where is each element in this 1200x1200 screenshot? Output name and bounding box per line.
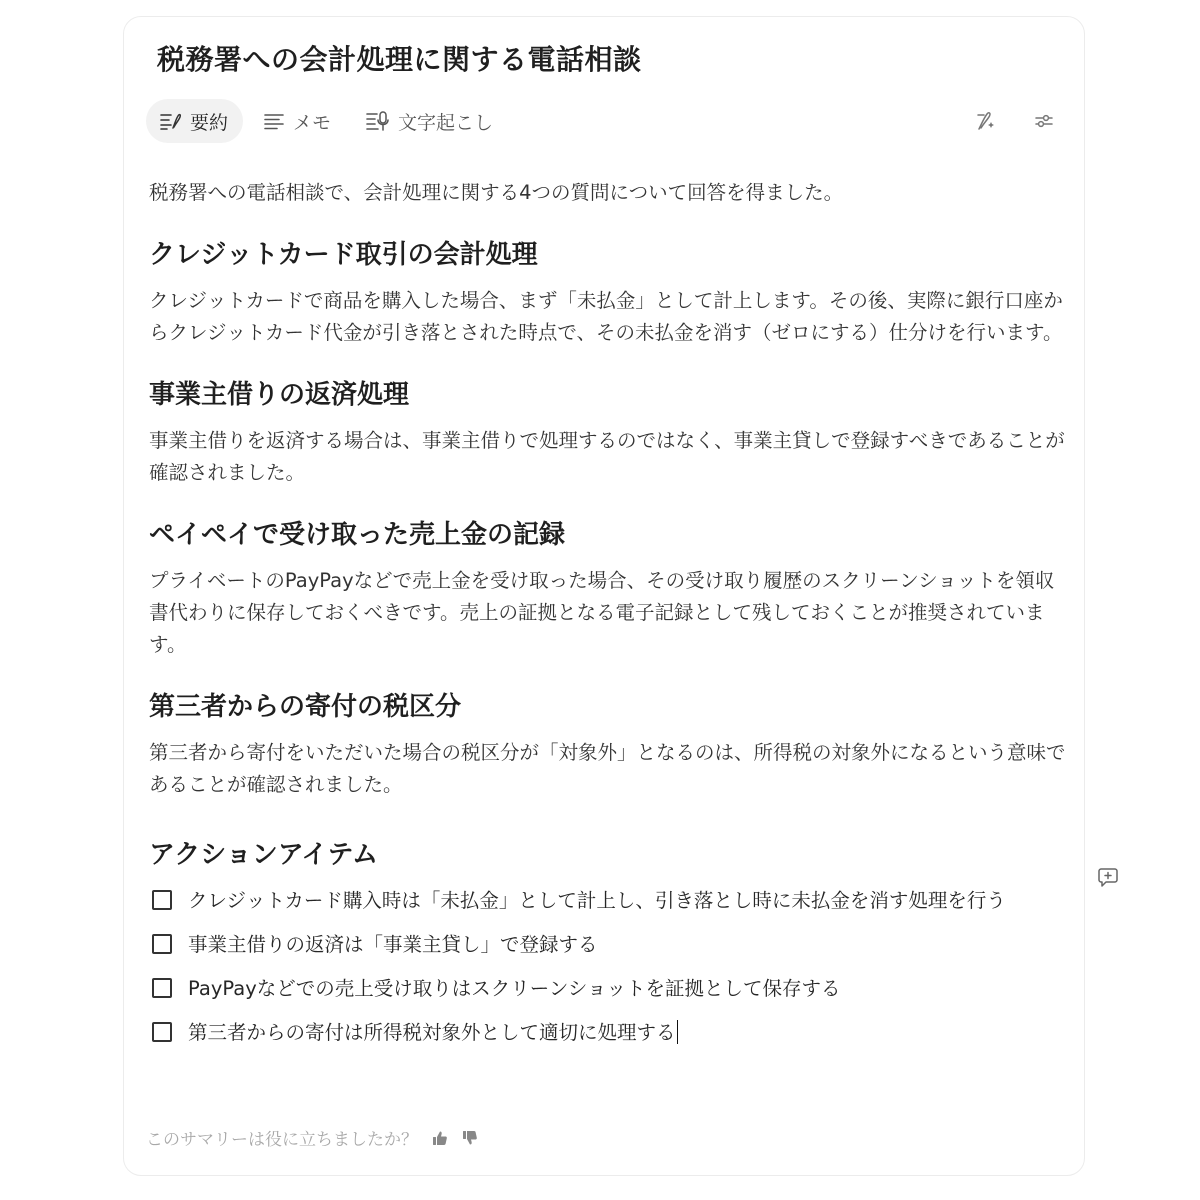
thumbs-up-icon (432, 1130, 448, 1146)
transcript-icon (366, 110, 390, 132)
page-title: 税務署への会計処理に関する電話相談 (157, 43, 642, 76)
summary-intro: 税務署への電話相談で、会計処理に関する4つの質問について回答を得ました。 (149, 181, 844, 204)
tab-summary-label: 要約 (190, 111, 229, 134)
action-item-text[interactable]: クレジットカード購入時は「未払金」として計上し、引き落とし時に未払金を消す処理を行う (188, 889, 1006, 912)
tab-transcript-label: 文字起こし (398, 111, 494, 134)
summary-icon (160, 111, 182, 131)
ai-edit-icon (975, 110, 997, 132)
action-item-text[interactable]: PayPayなどでの売上受け取りはスクリーンショットを証拠として保存する (188, 977, 841, 1000)
action-checkbox[interactable] (152, 978, 172, 998)
settings-button[interactable] (1032, 109, 1056, 133)
toolbar (940, 109, 1056, 133)
thumbs-down-button[interactable] (462, 1130, 478, 1146)
action-item (149, 929, 1069, 961)
tab-summary[interactable] (146, 99, 243, 143)
action-checkbox[interactable] (152, 934, 172, 954)
tab-memo[interactable] (249, 99, 346, 143)
action-items-list (149, 885, 1069, 1049)
summary-content (149, 177, 1069, 1061)
ai-edit-button[interactable] (974, 109, 998, 133)
section-body: プライベートのPayPayなどで売上金を受け取った場合、その受け取り履歴のスクリーンショットを領収書代わりに保存しておくべきです。売上の証拠となる電子記録として残しておくことが推奨されています。 (149, 569, 1055, 656)
action-checkbox[interactable] (152, 1022, 172, 1042)
tab-memo-label: メモ (293, 111, 332, 134)
action-item (149, 973, 1069, 1005)
action-items-heading: アクションアイテム (149, 840, 379, 870)
tab-transcript[interactable] (352, 99, 508, 143)
text-cursor (677, 1020, 678, 1044)
memo-icon (263, 111, 285, 131)
action-item-text-value: 第三者からの寄付は所得税対象外として適切に処理する (188, 1021, 676, 1044)
action-item (149, 1017, 1069, 1049)
action-item (149, 885, 1069, 917)
add-comment-button[interactable] (1097, 866, 1119, 888)
section-body: クレジットカードで商品を購入した場合、まず「未払金」として計上します。その後、実際に銀行口座からクレジットカード代金が引き落とされた時点で、その未払金を消す（ゼロにする）仕分けを行います。 (149, 289, 1063, 344)
section-heading: クレジットカード取引の会計処理 (149, 240, 538, 270)
action-item-text[interactable]: 事業主借りの返済は「事業主貸し」で登録する (188, 933, 598, 956)
thumbs-down-icon (462, 1130, 478, 1146)
section-heading: 第三者からの寄付の税区分 (149, 692, 462, 722)
section-heading: 事業主借りの返済処理 (149, 380, 410, 410)
section-body: 第三者から寄付をいただいた場合の税区分が「対象外」となるのは、所得税の対象外になるという意味であることが確認されました。 (149, 741, 1066, 796)
thumbs-up-button[interactable] (432, 1130, 448, 1146)
section-heading: ペイペイで受け取った売上金の記録 (149, 520, 566, 550)
action-checkbox[interactable] (152, 890, 172, 910)
feedback-bar (146, 1125, 478, 1150)
feedback-question: このサマリーは役に立ちましたか？ (146, 1130, 418, 1150)
add-comment-icon (1097, 866, 1119, 888)
summary-card (123, 16, 1085, 1176)
section-body: 事業主借りを返済する場合は、事業主借りで処理するのではなく、事業主貸しで登録すべきであることが確認されました。 (149, 429, 1065, 484)
view-tabs (146, 99, 514, 143)
settings-sliders-icon (1033, 110, 1055, 132)
action-item-text[interactable] (188, 1017, 678, 1049)
